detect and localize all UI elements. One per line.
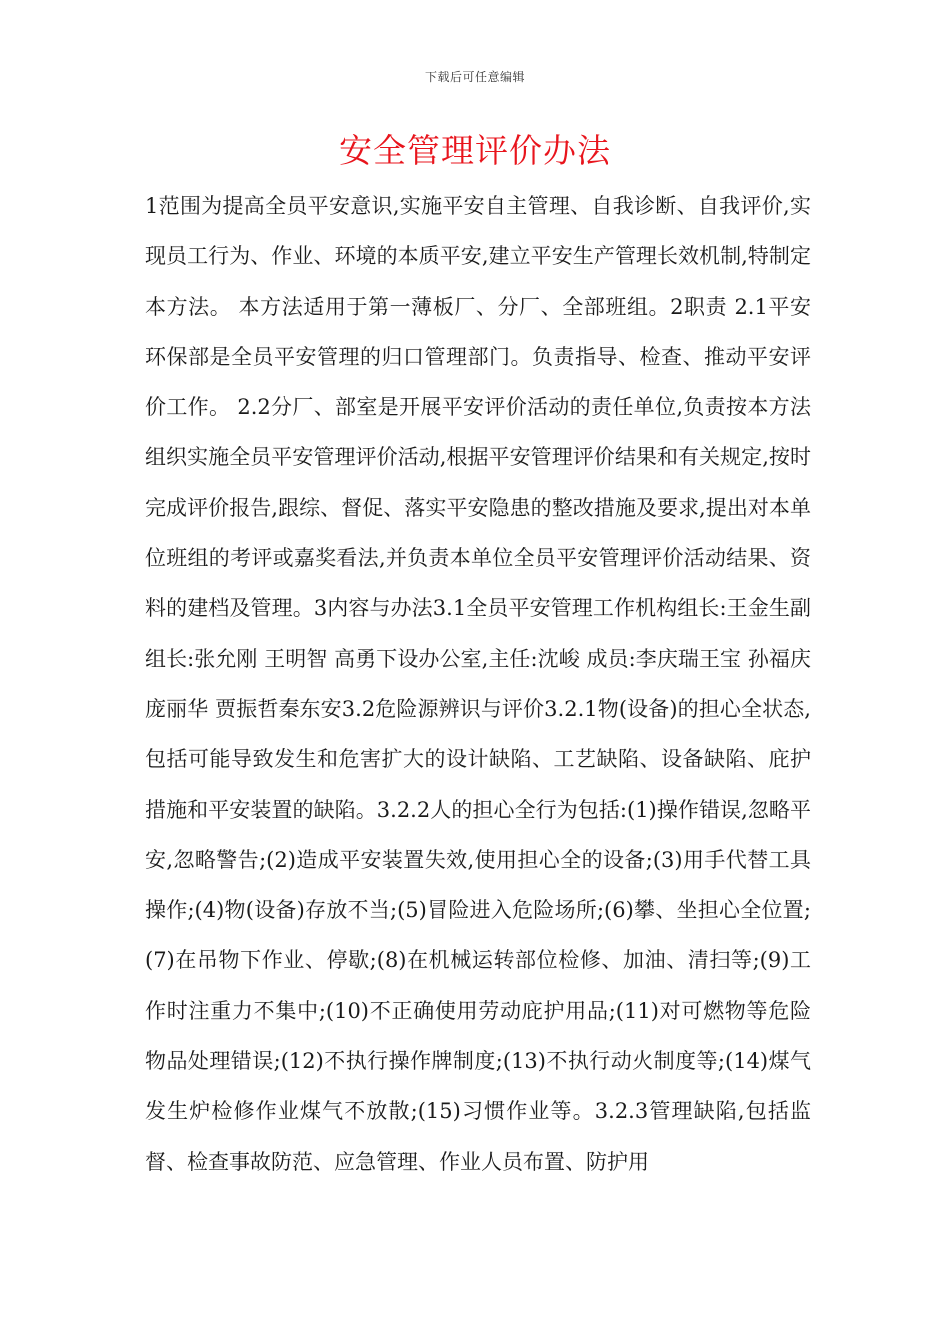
document-title: 安全管理评价办法 [339,131,611,170]
page-header: 下载后可任意编辑 [424,70,525,84]
document-body: 1范围为提高全员平安意识,实施平安自主管理、自我诊断、自我评价,实现员工行为、作业、环境的本质平安,建立平安生产管理长效机制,特制定本方法。 本方法适用于第一薄板厂、分厂、全部班组。2职责 2.1平安环保部是全员平安管理的归口管理部门。负责指导、检查、推动平安评价工作。 2.2分厂、部室是开展平安评价活动的责任单位,负责按本方法组织实施全员平安管理评价活动,根据平安管理评价结果和有关规定,按时完成评价报告,跟综、督促、落实平安隐患的整改措施及要求,提出对本单位班组的考评或嘉奖看法,并负责本单位全员平安管理评价活动结果、资料的建档及管理。3内容与办法3.1全员平安管理工作机构组长:王金生副组长:张允刚 王明智 高勇下设办公室,主任:沈峻 成员:李庆瑞王宝 孙福庆 庞丽华 贾振哲秦东安3.2危险源辨识与评价3.2.1物(设备)的担心全状态,包括可能导致发生和危害扩大的设计缺陷、工艺缺陷、设备缺陷、庇护措施和平安装置的缺陷。3.2.2人的担心全行为包括:(1)操作错误,忽略平安,忽略警告;(2)造成平安装置失效,使用担心全的设备;(3)用手代替工具操作;(4)物(设备)存放不当;(5)冒险进入危险场所;(6)攀、坐担心全位置;(7)在吊物下作业、停歇;(8)在机械运转部位检修、加油、清扫等;(9)工作时注重力不集中;(10)不正确使用劳动庇护用品;(11)对可燃物等危险物品处理错误;(12)不执行操作牌制度;(13)不执行动火制度等;(14)煤气发生炉检修作业煤气不放散;(15)习惯作业等。3.2.3管理缺陷,包括监督、检查事故防范、应急管理、作业人员布置、防护用 [145,194,811,1174]
